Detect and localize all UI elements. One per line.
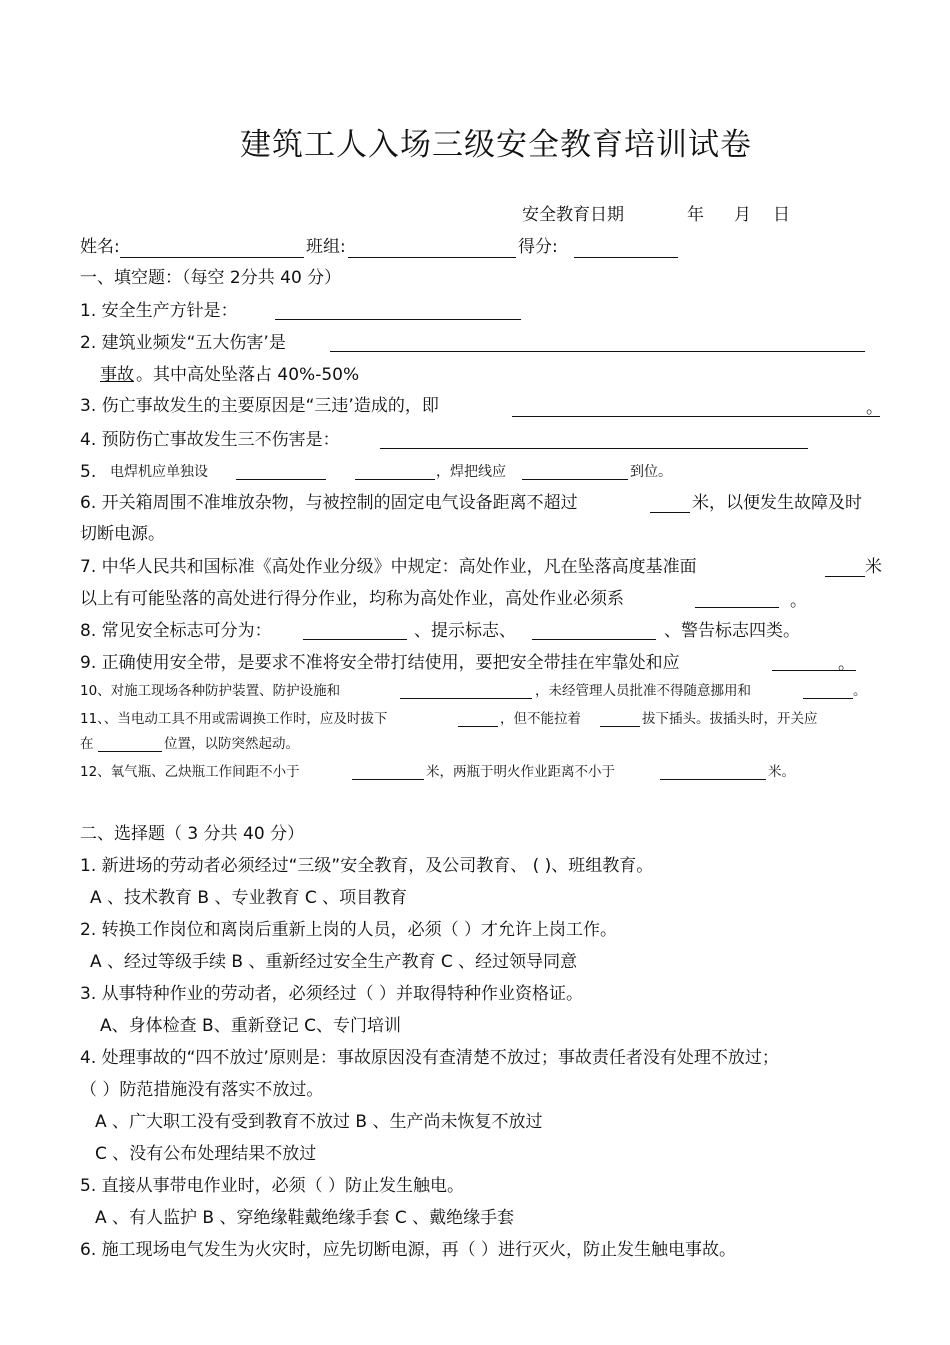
- question-7: 7. 中华人民共和国标准《高处作业分级》中规定：高处作业，凡在坠落高度基准面: [80, 557, 697, 577]
- question-10-b: ，未经管理人员批准不得随意挪用和: [535, 683, 751, 699]
- mc-question-2: 2. 转换工作岗位和离岗后重新上岗的人员，必须（ ）才允许上岗工作。: [80, 920, 618, 940]
- question-6-end: 米，以便发生故障及时: [692, 493, 862, 513]
- section1-heading: 一、填空题：（每空 2分共 40 分）: [80, 268, 342, 288]
- question-9-end: 。: [838, 654, 855, 674]
- date-day: 日: [773, 205, 790, 225]
- answer-blank[interactable]: [660, 779, 766, 780]
- answer-blank[interactable]: [380, 448, 808, 449]
- question-3: 3. 伤亡事故发生的主要原因是“三违’造成的，即: [80, 396, 439, 416]
- mc-question-1: 1. 新进场的劳动者必须经过“三级”安全教育，及公司教育、 ( )、班组教育。: [80, 856, 654, 876]
- question-8-c: 、警告标志四类。: [664, 621, 800, 641]
- question-2: 2. 建筑业频发“五大伤害’是: [80, 333, 286, 353]
- mc-question-4: 4. 处理事故的“四不放过’原则是：事故原因没有查清楚不放过；事故责任者没有处理不放过；: [80, 1048, 779, 1068]
- mc-options-3: A、身体检查 B、重新登记 C、专门培训: [100, 1016, 401, 1036]
- question-12-c: 米。: [768, 764, 795, 780]
- name-field[interactable]: [120, 257, 304, 258]
- date-year: 年: [687, 205, 704, 225]
- question-9: 9. 正确使用安全带，是要求不准将安全带打结使用，要把安全带挂在牢靠处和应: [80, 653, 680, 673]
- question-11-e: 位置，以防突然起动。: [164, 736, 299, 752]
- question-11-d: 在: [80, 736, 94, 752]
- answer-blank[interactable]: [600, 726, 640, 727]
- answer-blank[interactable]: [236, 479, 326, 480]
- mc-question-3: 3. 从事特种作业的劳动者，必须经过（ ）并取得特种作业资格证。: [80, 984, 584, 1004]
- question-6: 6. 开关箱周围不准堆放杂物，与被控制的固定电气设备距离不超过: [80, 493, 578, 513]
- mc-options-2: A 、经过等级手续 B 、重新经过安全生产教育 C 、经过领导同意: [90, 952, 578, 972]
- team-field[interactable]: [348, 257, 516, 258]
- question-2-underlined: 事故: [100, 365, 134, 385]
- answer-blank[interactable]: [522, 479, 628, 480]
- question-12: 12、氧气瓶、乙炔瓶工作间距不小于: [80, 764, 300, 780]
- answer-blank[interactable]: [303, 639, 407, 640]
- answer-blank[interactable]: [512, 416, 880, 417]
- answer-blank[interactable]: [458, 726, 498, 727]
- score-label: 得分:: [518, 237, 558, 257]
- question-11-b: ，但不能拉着: [500, 711, 581, 727]
- question-10-c: 。: [853, 683, 867, 699]
- question-11-c: 拔下插头。拔插头时，开关应: [642, 711, 818, 727]
- question-6-cont: 切断电源。: [80, 524, 165, 544]
- mc-options-5: A 、有人监护 B 、穿绝缘鞋戴绝缘手套 C 、戴绝缘手套: [95, 1208, 515, 1228]
- question-5-b: ，焊把线应: [436, 464, 506, 480]
- mc-question-4-cont: （ ）防范措施没有落实不放过。: [80, 1080, 324, 1100]
- answer-blank[interactable]: [400, 698, 532, 699]
- question-7-cont-end: 。: [790, 591, 807, 611]
- question-10: 10、对施工现场各种防护装置、防护设施和: [80, 683, 341, 699]
- answer-blank[interactable]: [695, 607, 779, 608]
- question-5-number: 5.: [80, 462, 97, 482]
- question-12-b: 米，两瓶于明火作业距离不小于: [426, 764, 615, 780]
- question-4: 4. 预防伤亡事故发生三不伤害是：: [80, 430, 340, 450]
- question-8-b: 、提示标志、: [414, 621, 516, 641]
- date-month: 月: [734, 205, 751, 225]
- question-7-end: 米: [865, 557, 882, 577]
- answer-blank[interactable]: [330, 351, 865, 352]
- answer-blank[interactable]: [352, 779, 424, 780]
- answer-blank[interactable]: [98, 751, 162, 752]
- answer-blank[interactable]: [650, 512, 690, 513]
- mc-question-5: 5. 直接从事带电作业时，必须（ ）防止发生触电。: [80, 1176, 465, 1196]
- question-11: 11、、当电动工具不用或需调换工作时，应及时拔下: [80, 711, 388, 727]
- question-1: 1. 安全生产方针是：: [80, 301, 238, 321]
- mc-question-6: 6. 施工现场电气发生为火灾时，应先切断电源，再（ ）进行灭火，防止发生触电事故。: [80, 1240, 737, 1260]
- answer-blank[interactable]: [803, 698, 853, 699]
- answer-blank[interactable]: [532, 639, 656, 640]
- date-label: 安全教育日期: [522, 205, 624, 225]
- team-label: 班组:: [306, 237, 346, 257]
- question-8: 8. 常见安全标志可分为：: [80, 621, 272, 641]
- mc-options-4b: C 、没有公布处理结果不放过: [95, 1144, 317, 1164]
- score-field[interactable]: [574, 257, 678, 258]
- answer-blank[interactable]: [355, 479, 435, 480]
- mc-options-4a: A 、广大职工没有受到教育不放过 B 、生产尚未恢复不放过: [95, 1112, 543, 1132]
- question-5-c: 到位。: [630, 464, 672, 480]
- answer-blank[interactable]: [825, 576, 865, 577]
- mc-options-1: A 、技术教育 B 、专业教育 C 、项目教育: [90, 888, 408, 908]
- answer-blank[interactable]: [275, 319, 521, 320]
- question-3-end: 。: [866, 398, 883, 418]
- section2-heading: 二、选择题（ 3 分共 40 分）: [80, 824, 305, 844]
- question-7-cont: 以上有可能坠落的高处进行得分作业，均称为高处作业，高处作业必须系: [80, 589, 624, 609]
- question-5-a: 电焊机应单独设: [110, 464, 208, 480]
- page-title: 建筑工人入场三级安全教育培训试卷: [240, 127, 752, 163]
- name-label: 姓名:: [80, 237, 120, 257]
- question-2-cont: 。其中高处坠落占 40%-50%: [136, 365, 360, 385]
